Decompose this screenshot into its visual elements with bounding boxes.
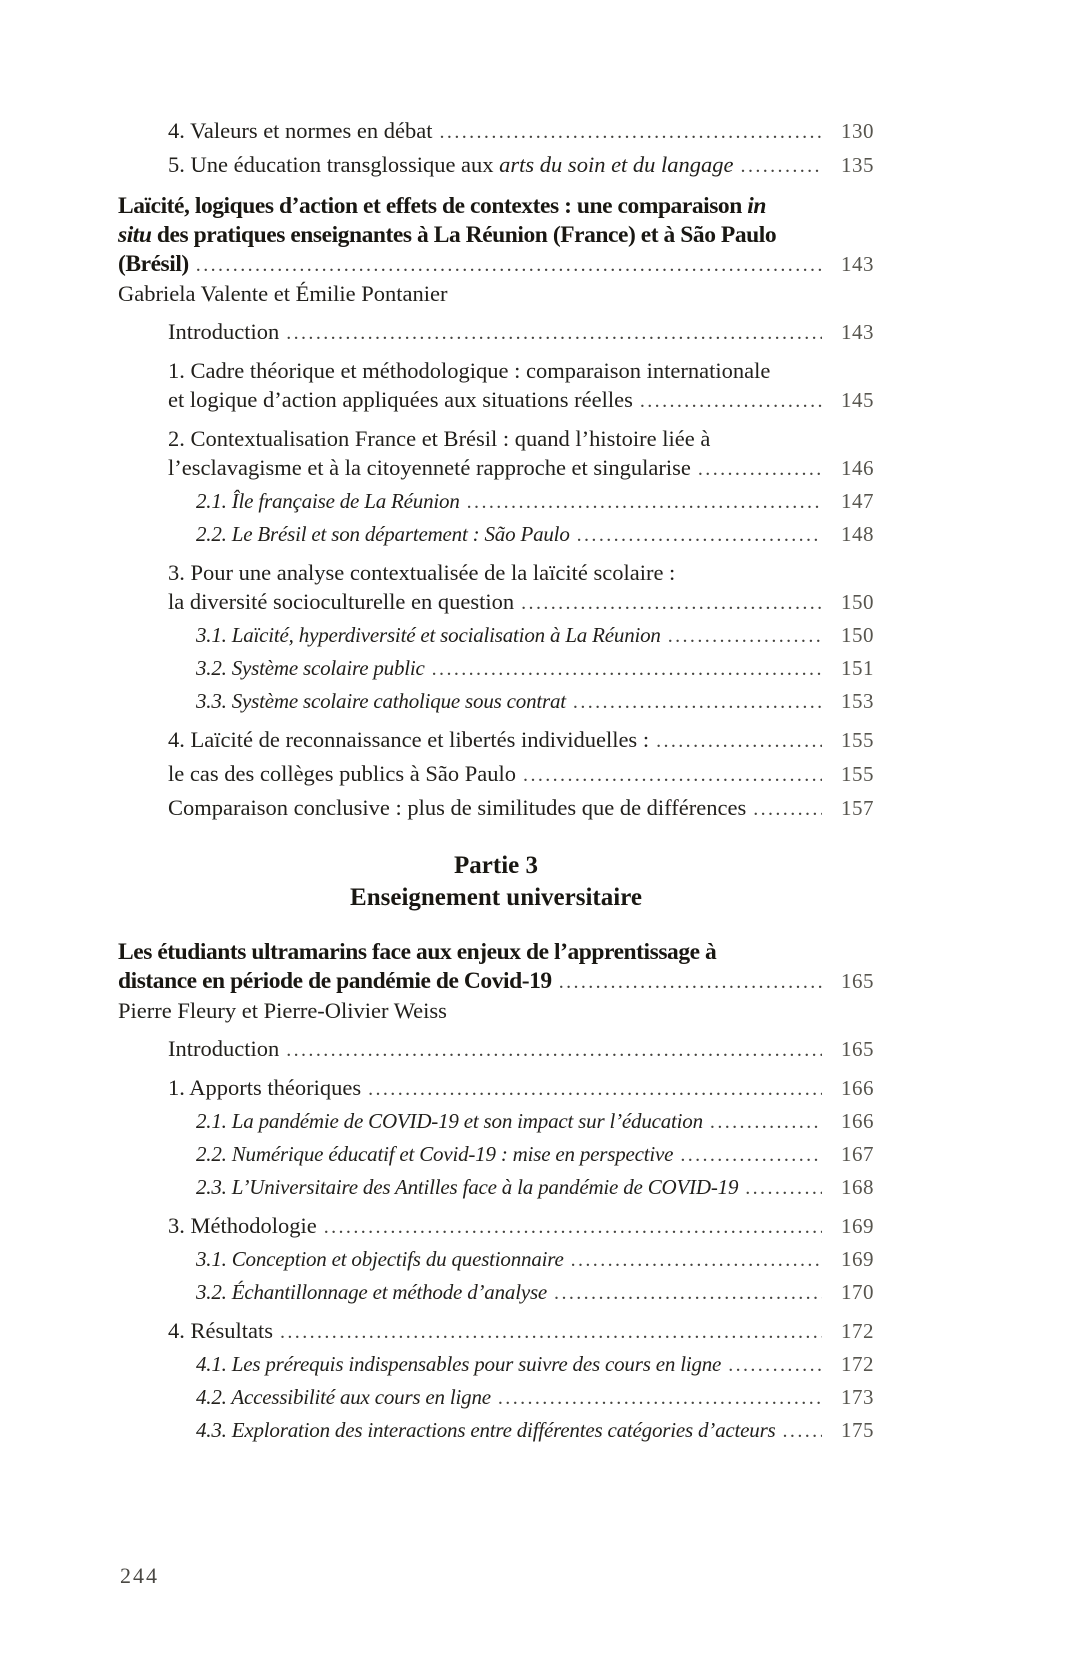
toc-subentry-line [118,487,874,516]
leader-dots [368,1073,822,1096]
toc-entry-line [118,1316,874,1346]
entry-text [196,1383,491,1412]
entry-page-number: 165 [841,1037,874,1061]
entry-page-number: 148 [841,522,874,546]
entry-text [118,279,447,308]
toc-entry-line [118,317,874,347]
leader-dots [286,317,822,340]
toc-entry-line [118,587,874,617]
entry-page-number: 169 [841,1214,874,1238]
entry-text-plain: (Brésil) [118,251,189,277]
leader-dots [554,1278,822,1299]
entry-text [196,1173,738,1202]
part-heading-line [118,850,874,882]
toc-entry-line [118,453,874,483]
entry-text [168,793,746,822]
entry-text-plain: 3.1. Conception et objectifs du questionnaire [196,1247,564,1271]
entry-page-number: 135 [841,153,874,177]
entry-text-italic: situ [118,222,152,248]
leader-dots [741,150,822,173]
leader-dots [498,1383,822,1404]
entry-text-plain: Partie 3 [454,852,538,879]
leader-dots [196,250,822,274]
leader-dots [521,587,822,610]
leader-dots [432,654,822,675]
entry-text [168,356,770,385]
footer-page-number: 244 [120,1563,159,1588]
entry-page-number: 166 [841,1109,874,1133]
toc-subentry-line [118,1173,874,1202]
entry-text [196,487,460,516]
entry-text-plain: 3. Pour une analyse contextualisée de la laïcité scolaire : [168,560,676,585]
leader-dots [571,1245,822,1266]
entry-text [196,1245,564,1274]
entry-text [168,1316,273,1345]
entry-text-plain: Pierre Fleury et Pierre-Olivier Weiss [118,998,447,1023]
entry-page-number: 155 [841,728,874,752]
entry-page-number: 143 [841,252,874,276]
entry-text-plain: 2.2. Le Brésil et son département : São Paulo [196,522,570,546]
entry-text [118,221,776,250]
entry-text-plain: distance en période de pandémie de Covid-19 [118,968,552,994]
entry-text [118,250,189,279]
entry-text-plain: 3. Méthodologie [168,1213,317,1238]
toc-entry-line [118,558,874,587]
entry-text-plain: 4. Valeurs et normes en débat [168,118,433,143]
entry-text [168,1073,361,1102]
leader-dots [668,621,822,642]
entry-text [168,317,279,346]
entry-page-number: 165 [841,969,874,993]
entry-text-plain: Introduction [168,1036,280,1061]
entry-text-plain: l’esclavagisme et à la citoyenneté rapproche et singularise [168,455,691,480]
toc-subentry-line [118,1350,874,1379]
entry-text-plain: 3.3. Système scolaire catholique sous contrat [196,689,566,713]
leader-dots [523,759,822,782]
toc-entry-line [118,150,874,180]
entry-page-number: 153 [841,689,874,713]
entry-page-number: 151 [841,656,874,680]
entry-page-number: 168 [841,1175,874,1199]
entry-text-plain: des pratiques enseignantes à La Réunion (France) et à São Paulo [151,222,777,248]
toc-entry-line [118,1073,874,1103]
leader-dots [324,1211,822,1234]
entry-text-italic: arts du soin et du langage [499,152,734,177]
entry-text-plain: Introduction [168,319,280,344]
entry-page-number: 170 [841,1280,874,1304]
leader-dots [280,1316,822,1339]
toc-subentry-line [118,1383,874,1412]
chapter-authors [118,279,874,308]
entry-text [196,1278,547,1307]
entry-page-number: 166 [841,1076,874,1100]
entry-page-number: 130 [841,119,874,143]
entry-page-number: 147 [841,489,874,513]
toc-subentry-line [118,621,874,650]
entry-text [168,1034,279,1063]
entry-text-plain: 3.2. Échantillonnage et méthode d’analyse [196,1280,548,1304]
entry-page-number: 145 [841,388,874,412]
entry-text [168,1211,317,1240]
entry-text-plain: 2.3. L’Universitaire des Antilles face à la pandémie de COVID-19 [196,1175,739,1199]
entry-page-number: 169 [841,1247,874,1271]
toc-subentry-line [118,1416,874,1445]
toc-subentry-line [118,1107,874,1136]
entry-text [196,520,570,549]
chapter-title-line [118,938,874,967]
entry-text-plain: et logique d’action appliquées aux situations réelles [168,387,633,412]
entry-text [168,759,516,788]
entry-text [196,621,661,650]
entry-text-plain: 1. Apports théoriques [168,1075,362,1100]
chapter-title-line [118,967,874,996]
toc-entry-line [118,356,874,385]
entry-text [118,192,766,221]
entry-text [168,116,433,145]
entry-text-plain: 5. Une éducation transglossique aux [168,152,500,177]
leader-dots [698,453,822,476]
entry-text-plain: 2.2. Numérique éducatif et Covid-19 : mise en perspective [196,1142,674,1166]
leader-dots [680,1140,822,1161]
table-of-contents [118,116,874,1445]
toc-entry-line [118,1034,874,1064]
entry-text [196,1140,673,1169]
entry-text [454,852,538,879]
entry-text-plain: 2.1. La pandémie de COVID-19 et son impact sur l’éducation [196,1109,703,1133]
leader-dots [440,116,822,139]
entry-text [196,1107,703,1136]
entry-text-plain: Gabriela Valente et Émilie Pontanier [118,281,448,306]
entry-page-number: 172 [841,1319,874,1343]
entry-text-plain: Enseignement universitaire [350,884,642,911]
leader-dots [559,967,822,991]
entry-text [118,996,447,1025]
entry-text-plain: 4.1. Les prérequis indispensables pour suivre des cours en ligne [196,1352,722,1376]
leader-dots [745,1173,822,1194]
entry-text [168,150,734,179]
chapter-title-line [118,192,874,221]
toc-subentry-line [118,1278,874,1307]
entry-page-number: 143 [841,320,874,344]
entry-page-number: 172 [841,1352,874,1376]
entry-text [168,453,691,482]
entry-text [168,725,649,754]
entry-page-number: 146 [841,456,874,480]
entry-text-plain: la diversité socioculturelle en question [168,589,515,614]
entry-page-number: 150 [841,623,874,647]
entry-text [350,884,642,911]
entry-text-plain: Comparaison conclusive : plus de similitudes que de différences [168,795,747,820]
entry-text-plain: 4.2. Accessibilité aux cours en ligne [196,1385,491,1409]
leader-dots [728,1350,822,1371]
leader-dots [710,1107,822,1128]
entry-text [168,558,675,587]
entry-text [196,687,566,716]
entry-text [118,938,716,967]
chapter-title-line [118,250,874,279]
entry-text [168,424,710,453]
entry-text [118,967,552,996]
entry-text [196,1416,776,1445]
chapter-title-line [118,221,874,250]
toc-entry-line [118,759,874,789]
entry-text-plain: 3.2. Système scolaire public [196,656,425,680]
toc-subentry-line [118,520,874,549]
toc-subentry-line [118,1140,874,1169]
toc-entry-line [118,116,874,146]
toc-entry-line [118,725,874,755]
entry-page-number: 173 [841,1385,874,1409]
entry-text [168,385,633,414]
entry-page-number: 167 [841,1142,874,1166]
chapter-authors [118,996,874,1025]
entry-text-plain: 4. Résultats [168,1318,273,1343]
toc-subentry-line [118,654,874,683]
leader-dots [577,520,822,541]
entry-text-italic: in [747,193,766,219]
entry-text [168,587,514,616]
leader-dots [753,793,822,816]
entry-page-number: 157 [841,796,874,820]
part-heading-line [118,882,874,914]
entry-text-plain: 4.3. Exploration des interactions entre différentes catégories d’acteurs [196,1418,776,1442]
entry-page-number: 150 [841,590,874,614]
toc-subentry-line [118,687,874,716]
leader-dots [573,687,822,708]
entry-text [196,654,425,683]
toc-entry-line [118,1211,874,1241]
entry-text-plain: Les étudiants ultramarins face aux enjeux de l’apprentissage à [118,939,717,965]
toc-entry-line [118,385,874,415]
leader-dots [286,1034,822,1057]
entry-page-number: 175 [841,1418,874,1442]
entry-page-number: 155 [841,762,874,786]
entry-text-plain: 3.1. Laïcité, hyperdiversité et socialisation à La Réunion [196,623,661,647]
entry-text-plain: 2. Contextualisation France et Brésil : quand l’histoire liée à [168,426,711,451]
entry-text-plain: le cas des collèges publics à São Paulo [168,761,517,786]
leader-dots [640,385,822,408]
entry-text-plain: 1. Cadre théorique et méthodologique : comparaison internationale [168,358,771,383]
entry-text-plain: Laïcité, logiques d’action et effets de contextes : une comparaison [118,193,748,219]
entry-text [196,1350,721,1379]
toc-subentry-line [118,1245,874,1274]
toc-entry-line [118,424,874,453]
entry-text-plain: 4. Laïcité de reconnaissance et libertés individuelles : [168,727,650,752]
leader-dots [656,725,822,748]
leader-dots [467,487,822,508]
leader-dots [783,1416,822,1437]
toc-entry-line [118,793,874,823]
entry-text-plain: 2.1. Île française de La Réunion [196,489,460,513]
